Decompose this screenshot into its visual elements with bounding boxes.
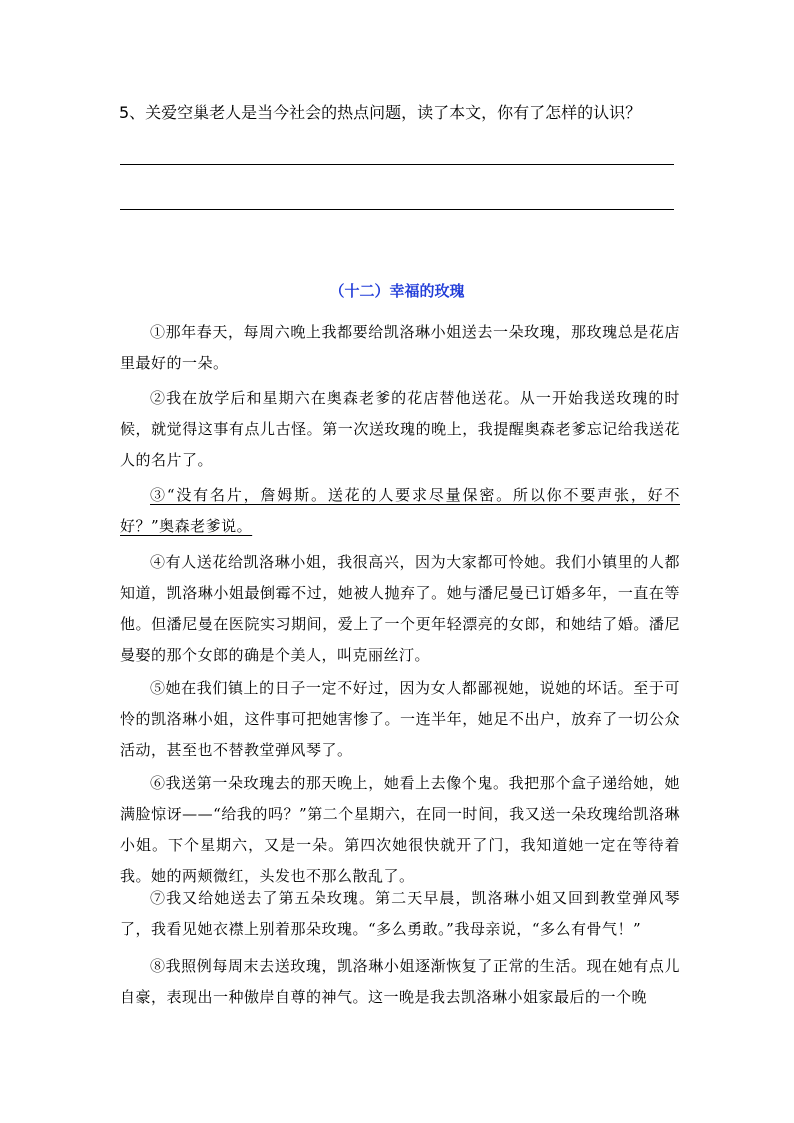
article-title: （十二）幸福的玫瑰 <box>329 282 465 300</box>
paragraph-1: ①那年春天，每周六晚上我都要给凯洛琳小姐送去一朵玫瑰，那玫瑰总是花店里最好的一朵。 <box>120 323 680 372</box>
paragraph-7: ⑦我又给她送去了第五朵玫瑰。第二天早晨，凯洛琳小姐又回到教堂弹风琴了，我看见她衣襟上别着那朵玫瑰。“多么勇敢。”我母亲说，“多么有骨气！” <box>120 889 680 938</box>
paragraph-2: ②我在放学后和星期六在奥森老爹的花店替他送花。从一开始我送玫瑰的时候，就觉得这事有点儿古怪。第一次送玫瑰的晚上，我提醒奥森老爹忘记给我送花人的名片了。 <box>120 389 680 469</box>
paragraph-6: ⑥我送第一朵玫瑰去的那天晚上，她看上去像个鬼。我把那个盒子递给她，她满脸惊讶——“给我的吗？”第二个星期六，在同一时间，我又送一朵玫瑰给凯洛琳小姐。下个星期六，又是一朵。第四次她很快就开了门，我知道她一定在等待着我。她的两颊微红，头发也不那么散乱了。 <box>120 774 680 885</box>
paragraph-4: ④有人送花给凯洛琳小姐，我很高兴，因为大家都可怜她。我们小镇里的人都知道，凯洛琳小姐最倒霉不过，她被人抛弃了。她与潘尼曼已订婚多年，一直在等他。但潘尼曼在医院实习期间，爱上了一个更年轻漂亮的女郎，和她结了婚。潘尼曼娶的那个女郎的确是个美人，叫克丽丝汀。 <box>120 553 680 664</box>
paragraph-8: ⑧我照例每周末去送玫瑰，凯洛琳小姐逐渐恢复了正常的生活。现在她有点儿自豪，表现出一种傲岸自尊的神气。这一晚是我去凯洛琳小姐家最后的一个晚 <box>120 957 680 1006</box>
paragraph-5: ⑤她在我们镇上的日子一定不好过，因为女人都鄙视她，说她的坏话。至于可怜的凯洛琳小姐，这件事可把她害惨了。一连半年，她足不出户，放弃了一切公众活动，甚至也不替教堂弹风琴了。 <box>120 679 680 759</box>
paragraph-3-underlined: ③“没有名片，詹姆斯。送花的人要求尽量保密。所以你不要声张，好不好？”奥森老爹说。 <box>120 486 680 535</box>
question-5: 5、关爱空巢老人是当今社会的热点问题，读了本文，你有了怎样的认识？ <box>119 103 642 122</box>
answer-line-1 <box>120 164 674 165</box>
answer-line-2 <box>120 209 674 210</box>
